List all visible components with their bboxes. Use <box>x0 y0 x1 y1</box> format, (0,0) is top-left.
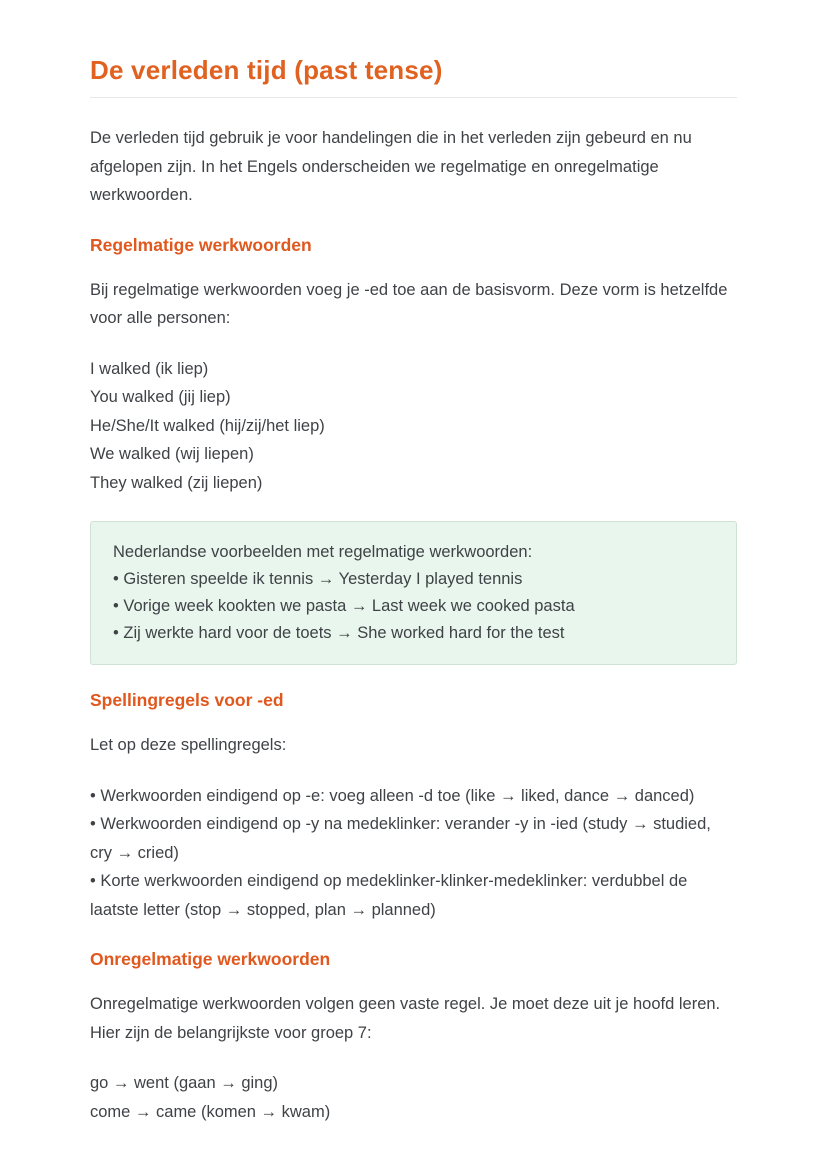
irregular-verbs-paragraph: Onregelmatige werkwoorden volgen geen vaste regel. Je moet deze uit je hoofd leren. Hier zijn de belangrijkste voor groep 7: <box>90 995 721 1042</box>
spelling-rule-item: • Korte werkwoorden eindigend op medeklinker-klinker-medeklinker: verdubbel de laatste letter (stop → stopped, plan → planned) <box>90 872 688 919</box>
conjugation-line: They walked (zij liepen) <box>90 473 263 492</box>
irregular-pairs-list <box>90 1069 737 1126</box>
spelling-rule-item: • Werkwoorden eindigend op -e: voeg alleen -d toe (like → liked, dance → danced) <box>90 786 695 805</box>
conjugation-line: I walked (ik liep) <box>90 359 209 378</box>
section-heading-regular-verbs: Regelmatige werkwoorden <box>90 234 312 255</box>
intro-paragraph: De verleden tijd gebruik je voor handelingen die in het verleden zijn gebeurd en nu afgelopen zijn. In het Engels onderscheiden we regelmatige en onregelmatige werkwoorden. <box>90 129 692 204</box>
regular-verbs-paragraph: Bij regelmatige werkwoorden voeg je -ed toe aan de basisvorm. Deze vorm is hetzelfde voor alle personen: <box>90 280 728 327</box>
page-title: De verleden tijd (past tense) <box>90 55 443 85</box>
example-item: • Vorige week kookten we pasta → Last week we cooked pasta <box>113 597 575 615</box>
examples-box <box>90 521 737 665</box>
irregular-pair-line: go → went (gaan → ging) <box>90 1074 279 1092</box>
example-item: • Zij werkte hard voor de toets → She worked hard for the test <box>113 624 565 642</box>
conjugation-line: We walked (wij liepen) <box>90 445 254 463</box>
title-divider <box>90 97 737 98</box>
conjugation-line: He/She/It walked (hij/zij/het liep) <box>90 416 325 435</box>
irregular-pair-line: come → came (komen → kwam) <box>90 1102 331 1121</box>
example-item: • Gisteren speelde ik tennis → Yesterday I played tennis <box>113 570 523 588</box>
spelling-rules-list <box>90 782 737 925</box>
examples-box-title: Nederlandse voorbeelden met regelmatige werkwoorden: <box>113 543 533 561</box>
spelling-rule-item: • Werkwoorden eindigend op -y na medeklinker: verander -y in -ied (study → studied, cry → cried) <box>90 815 711 862</box>
section-heading-spelling-rules: Spellingregels voor -ed <box>90 690 284 710</box>
conjugation-line: You walked (jij liep) <box>90 388 231 406</box>
conjugation-list <box>90 355 737 498</box>
spelling-intro-paragraph: Let op deze spellingregels: <box>90 736 287 754</box>
section-heading-irregular-verbs: Onregelmatige werkwoorden <box>90 949 331 969</box>
